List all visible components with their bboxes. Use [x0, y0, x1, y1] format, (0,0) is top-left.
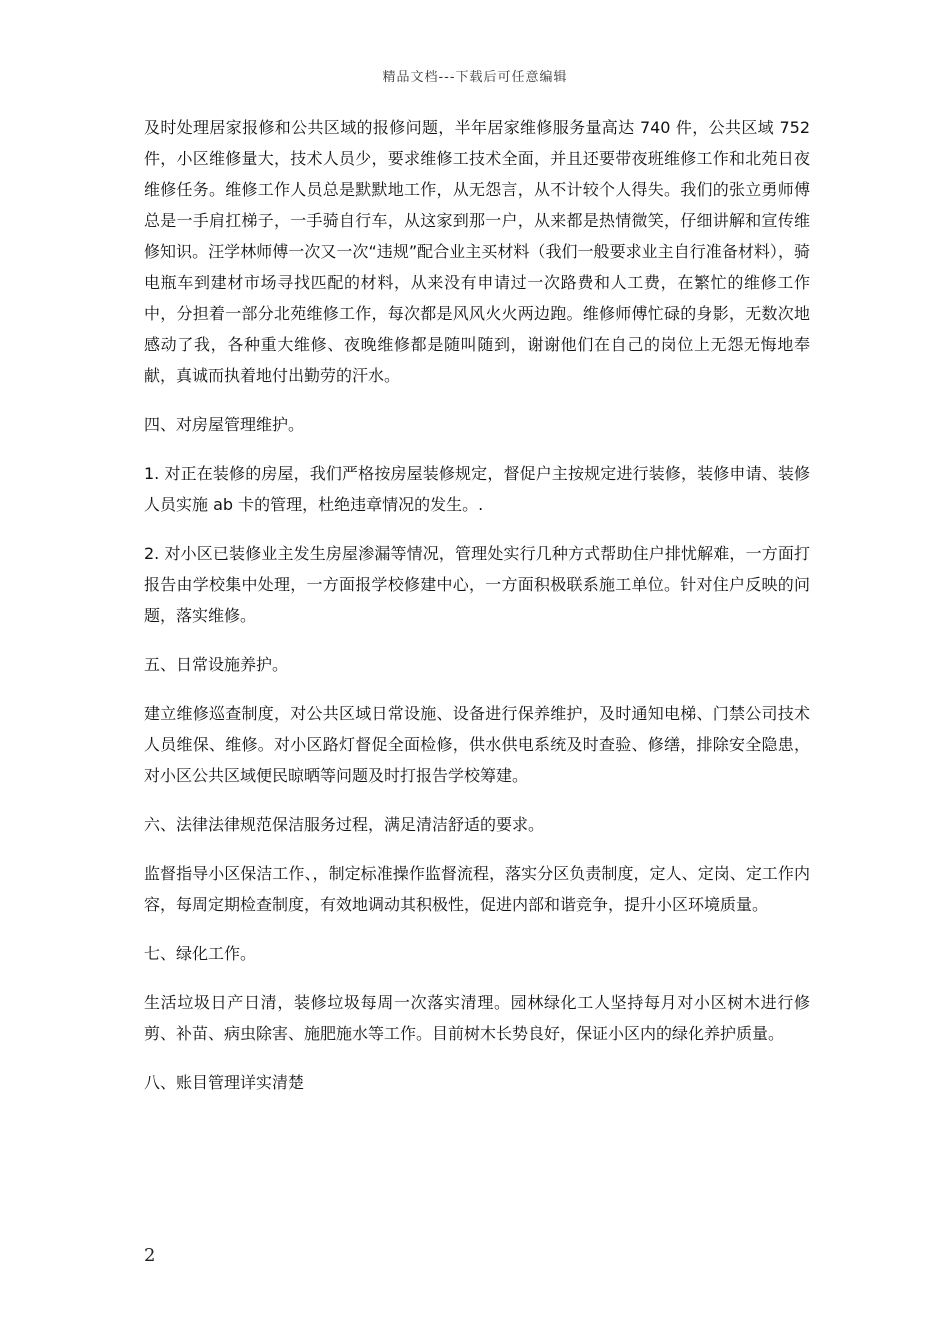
paragraph-greening-details: 生活垃圾日产日清，装修垃圾每周一次落实清理。园林绿化工人坚持每月对小区树木进行修剪、补苗、病虫除害、施肥施水等工作。目前树木长势良好，保证小区内的绿化养护质量。	[144, 993, 810, 1043]
page-number: 2	[144, 1245, 156, 1266]
section-heading-account-management: 八、账目管理详实清楚	[144, 1073, 305, 1092]
paragraph-leakage-handling: 2. 对小区已装修业主发生房屋渗漏等情况，管理处实行几种方式帮助住户排忧解难，一方面打报告由学校集中处理，一方面报学校修建中心，一方面积极联系施工单位。针对住户反映的问题，落实维修。	[144, 544, 810, 625]
paragraph-cleaning-supervision: 监督指导小区保洁工作、，制定标准操作监督流程，落实分区负责制度，定人、定岗、定工作内容，每周定期检查制度，有效地调动其积极性，促进内部和谐竞争，提升小区环境质量。	[144, 864, 810, 914]
document-body	[144, 112, 810, 1116]
page-header: 精品文档---下载后可任意编辑	[382, 70, 568, 85]
paragraph-repair-service: 及时处理居家报修和公共区域的报修问题，半年居家维修服务量高达 740 件，公共区域 752 件，小区维修量大，技术人员少，要求维修工技术全面，并且还要带夜班维修工作和北苑日夜维修任务。维修工作人员总是默默地工作，从无怨言，从不计较个人得失。我们的张立勇师傅总是一手肩扛梯子，一手骑自行车，从这家到那一户，从来都是热情微笑，仔细讲解和宣传维修知识。汪学林师傅一次又一次“违规”配合业主买材料（我们一般要求业主自行准备材料），骑电瓶车到建材市场寻找匹配的材料，从来没有申请过一次路费和人工费，在繁忙的维修工作中，分担着一部分北苑维修工作，每次都是风风火火两边跑。维修师傅忙碌的身影，无数次地感动了我，各种重大维修、夜晚维修都是随叫随到，谢谢他们在自己的岗位上无怨无悔地奉献，真诚而执着地付出勤劳的汗水。	[144, 118, 810, 385]
section-heading-facility-maintenance: 五、日常设施养护。	[144, 655, 289, 674]
section-heading-greening-work: 七、绿化工作。	[144, 944, 257, 963]
paragraph-inspection-system: 建立维修巡查制度，对公共区域日常设施、设备进行保养维护，及时通知电梯、门禁公司技术人员维保、维修。对小区路灯督促全面检修，供水供电系统及时查验、修缮，排除安全隐患，对小区公共区域便民晾晒等问题及时打报告学校筹建。	[144, 704, 810, 785]
section-heading-cleaning-service: 六、法律法律规范保洁服务过程，满足清洁舒适的要求。	[144, 815, 545, 834]
paragraph-renovation-management: 1. 对正在装修的房屋，我们严格按房屋装修规定，督促户主按规定进行装修，装修申请、装修人员实施 ab 卡的管理，杜绝违章情况的发生。.	[144, 464, 810, 514]
section-heading-housing-maintenance: 四、对房屋管理维护。	[144, 415, 305, 434]
